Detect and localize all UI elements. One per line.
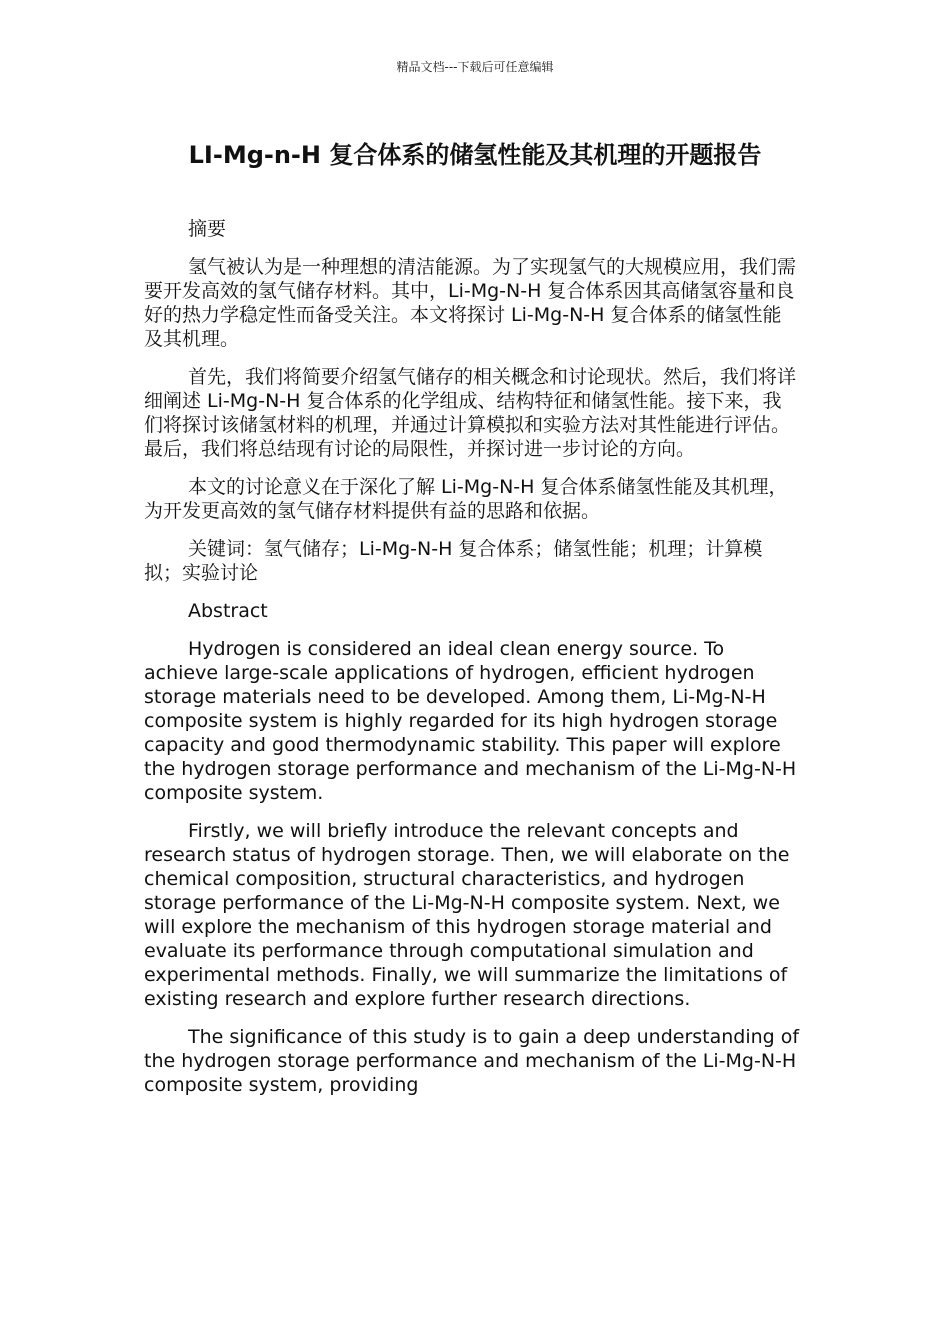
document-title: LI-Mg-n-H 复合体系的储氢性能及其机理的开题报告: [188, 141, 762, 169]
document-body: [144, 217, 800, 1111]
abstract-zh-paragraph-1: 氢气被认为是一种理想的清洁能源。为了实现氢气的大规模应用，我们需要开发高效的氢气储存材料。其中，Li-Mg-N-H 复合体系因其高储氢容量和良好的热力学稳定性而备受关注。本文将探讨 Li-Mg-N-H 复合体系的储氢性能及其机理。: [144, 256, 797, 350]
abstract-en-paragraph-3: The significance of this study is to gain a deep understanding of the hydrogen storage performance and mechanism of the Li-Mg-N-H composite system, providing: [144, 1026, 800, 1096]
abstract-en-paragraph-2: Firstly, we will briefly introduce the relevant concepts and research status of hydrogen storage. Then, we will elaborate on the chemical composition, structural characteristics, and hydrogen storage performance of the Li-Mg-N-H composite system. Next, we will explore the mechanism of this hydrogen storage material and evaluate its performance through computational simulation and experimental methods. Finally, we will summarize the limitations of existing research and explore further research directions.: [144, 820, 790, 1010]
abstract-zh-heading: 摘要: [188, 218, 227, 240]
abstract-en-heading: Abstract: [188, 600, 268, 622]
page-header-note: 精品文档---下载后可任意编辑: [396, 60, 554, 74]
abstract-zh-keywords: 关键词：氢气储存；Li-Mg-N-H 复合体系；储氢性能；机理；计算模拟；实验讨论: [144, 538, 763, 584]
abstract-zh-paragraph-3: 本文的讨论意义在于深化了解 Li-Mg-N-H 复合体系储氢性能及其机理，为开发更高效的氢气储存材料提供有益的思路和依据。: [144, 476, 788, 522]
abstract-en-paragraph-1: Hydrogen is considered an ideal clean energy source. To achieve large-scale applications of hydrogen, efficient hydrogen storage materials need to be developed. Among them, Li-Mg-N-H composite system is highly regarded for its high hydrogen storage capacity and good thermodynamic stability. This paper will explore the hydrogen storage performance and mechanism of the Li-Mg-N-H composite system.: [144, 638, 797, 804]
abstract-zh-paragraph-2: 首先，我们将简要介绍氢气储存的相关概念和讨论现状。然后，我们将详细阐述 Li-Mg-N-H 复合体系的化学组成、结构特征和储氢性能。接下来，我们将探讨该储氢材料的机理，并通过计算模拟和实验方法对其性能进行评估。最后，我们将总结现有讨论的局限性，并探讨进一步讨论的方向。: [144, 366, 797, 460]
